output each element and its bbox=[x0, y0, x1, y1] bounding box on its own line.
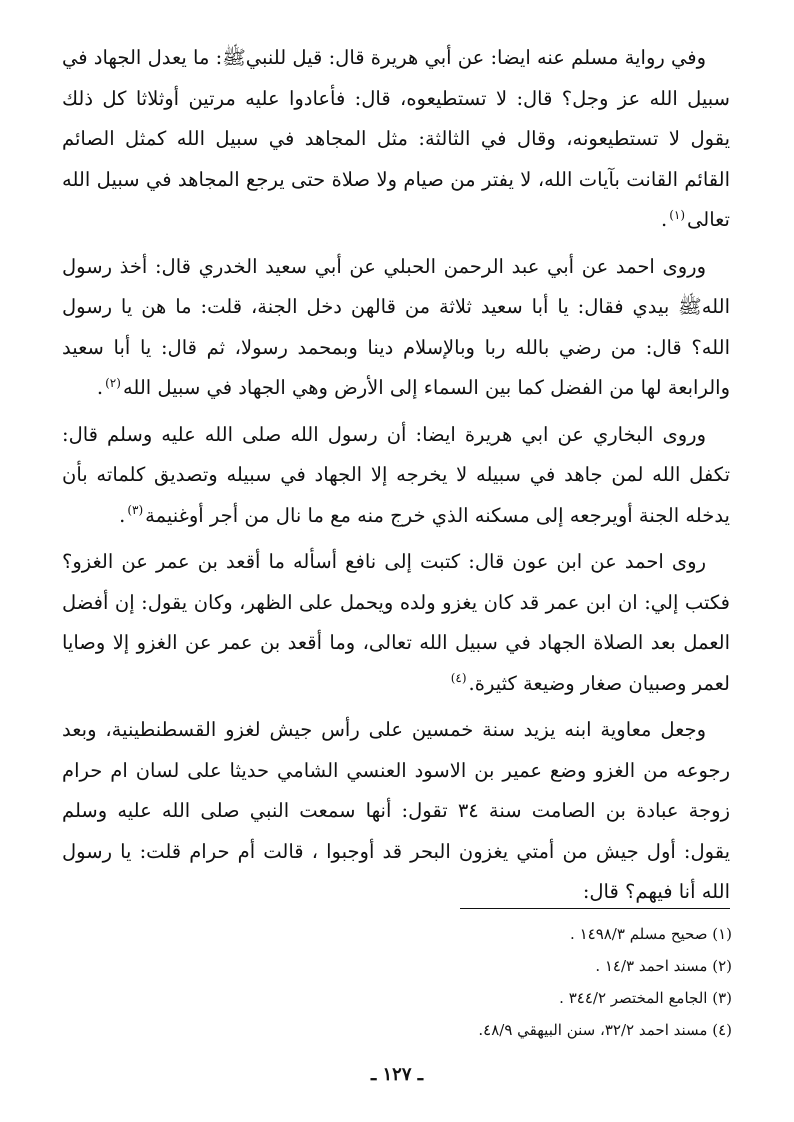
footnote-item: (٢) مسند احمد ١٤/٣ . bbox=[595, 957, 732, 975]
page-body bbox=[62, 38, 730, 919]
paragraph-4 bbox=[62, 542, 730, 704]
footnotes bbox=[232, 918, 732, 1046]
footnote-item: (١) صحيح مسلم ١٤٩٨/٣ . bbox=[570, 925, 732, 943]
paragraph-5 bbox=[62, 710, 730, 913]
paragraph-tail: . bbox=[96, 376, 104, 399]
paragraph-text: وروى احمد عن أبي عبد الرحمن الحبلي عن أبي سعيد الخدري قال: أخذ رسول اللهﷺ بيدي فقال: يا أبا سعيد ثلاثة من قالهن دخل الجنة، قلت: ما هن يا رسول الله؟ قال: من رضي بالله ربا وبالإسلام دينا وبمحمد رسولا، ثم قال: يا أبا سعيد والرابعة لها من الفضل كما بين السماء إلى الأرض وهي الجهاد في سبيل الله bbox=[62, 254, 730, 399]
footnote-item: (٤) مسند احمد ٣٢/٢، سنن البيهقي ٤٨/٩. bbox=[478, 1021, 732, 1039]
footnote-ref[interactable]: (١) bbox=[669, 207, 686, 222]
paragraph-1 bbox=[62, 38, 730, 241]
paragraph-2 bbox=[62, 247, 730, 409]
paragraph-text: وروى البخاري عن ابي هريرة ايضا: أن رسول الله صلى الله عليه وسلم قال: تكفل الله لمن جاهد في سبيله لا يخرجه إلا الجهاد في سبيله وتصديق كلماته بأن يدخله الجنة أويرجعه إلى مسكنه الذي خرج منه مع ما نال من أجر أوغنيمة bbox=[62, 422, 730, 527]
footnote-ref[interactable]: (٤) bbox=[450, 671, 467, 685]
paragraph-text: وفي رواية مسلم عنه ايضا: عن أبي هريرة قال: قيل للنبيﷺ: ما يعدل الجهاد في سبيل الله عز وجل؟ قال: لا تستطيعوه، قال: فأعادوا عليه مرتين أوثلاثا كل ذلك يقول لا تستطيعونه، وقال في الثالثة: مثل المجاهد في سبيل الله كمثل الصائم القائم القانت بآيات الله، لا يفتر من صيام ولا صلاة حتى يرجع المجاهد في سبيل الله تعالى bbox=[62, 46, 730, 231]
paragraph-text: روى احمد عن ابن عون قال: كتبت إلى نافع أسأله ما أقعد بن عمر عن الغزو؟ فكتب إلي: ان ابن عمر قد كان يغزو ولده ويحمل على الظهر، وكان يقول: إن أفضل العمل بعد الصلاة الجهاد في سبيل الله تعالى، وما أقعد بن عمر عن الغزو إلا وصايا لعمر وصبيان صغار وضيعة كثيرة. bbox=[62, 550, 730, 695]
paragraph-3 bbox=[62, 415, 730, 537]
paragraph-text: وجعل معاوية ابنه يزيد سنة خمسين على رأس جيش لغزو القسطنطينية، وبعد رجوعه من الغزو وضع عمير بن الاسود العنسي الشامي حديثا على لسان ام حرام زوجة عبادة بن الصامت سنة ٣٤ تقول: أنها سمعت النبي صلى الله عليه وسلم يقول: أول جيش من أمتي يغزون البحر قد أوجبوا ، قالت أم حرام قلت: يا رسول الله أنا فيهم؟ قال: bbox=[62, 718, 730, 903]
footnote-item: (٣) الجامع المختصر ٣٤٤/٢ . bbox=[559, 989, 732, 1007]
page-number: ـ ١٢٧ ـ bbox=[370, 1064, 424, 1085]
footnote-ref[interactable]: (٢) bbox=[105, 375, 121, 390]
paragraph-tail: . bbox=[660, 208, 668, 231]
footnote-ref[interactable]: (٣) bbox=[127, 503, 144, 517]
footnote-divider bbox=[460, 908, 730, 909]
paragraph-tail: . bbox=[119, 503, 126, 527]
